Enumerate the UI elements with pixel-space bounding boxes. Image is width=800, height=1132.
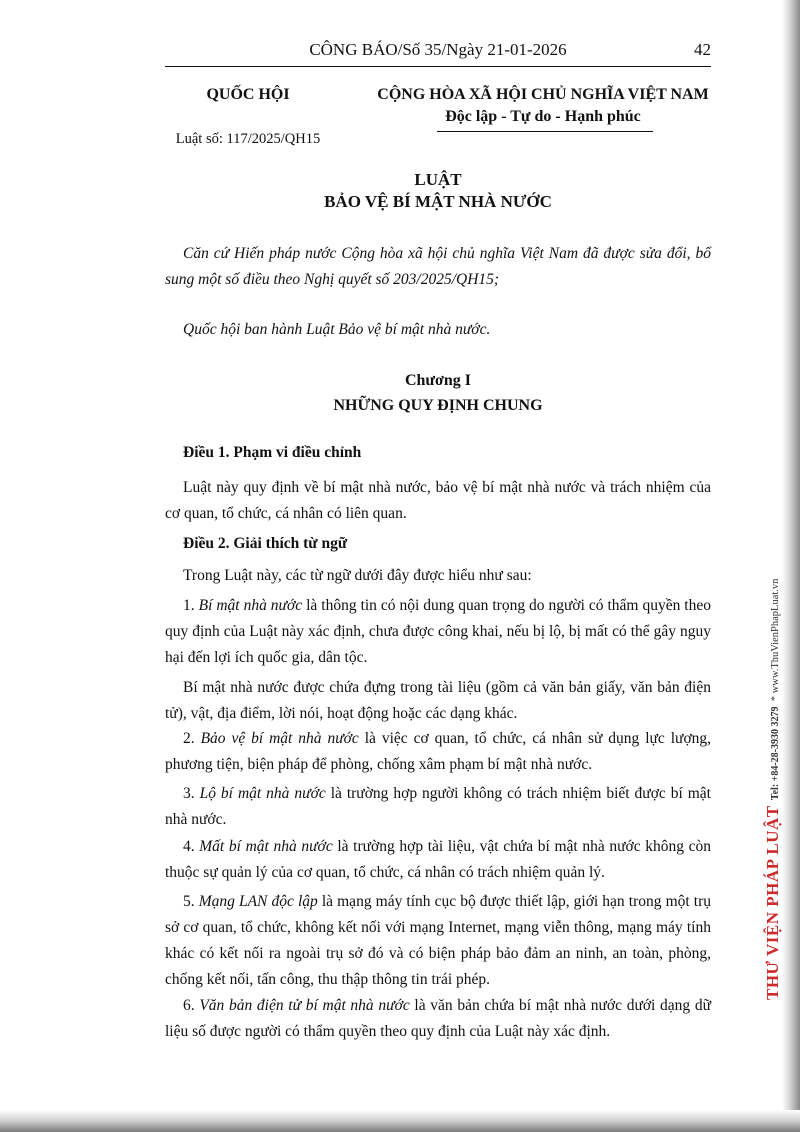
header-rule — [165, 66, 711, 67]
page-number: 42 — [694, 40, 711, 59]
article-2-intro: Trong Luật này, các từ ngữ dưới đây được hiểu như sau: — [183, 567, 532, 584]
definition-item: 1. Bí mật nhà nước là thông tin có nội dung quan trọng do người có thẩm quyền theo quy định của Luật này xác định, chưa được công khai, nếu bị lộ, bị mất có thể gây nguy hại đến lợi ích quốc gia, dân tộc. — [165, 597, 711, 666]
chapter-label: Chương I — [404, 372, 472, 389]
chapter-title: NHỮNG QUY ĐỊNH CHUNG — [333, 397, 543, 414]
page-bottom-edge-shadow — [0, 1110, 800, 1132]
definition-item: 6. Văn bản điện tử bí mật nhà nước là văn bản chứa bí mật nhà nước dưới dạng dữ liệu số được người có thẩm quyền theo quy định của Luật này xác định. — [165, 997, 712, 1040]
definition-item: 5. Mạng LAN độc lập là mạng máy tính cục bộ được thiết lập, giới hạn trong một trụ sở cơ quan, tổ chức, không kết nối với mạng Internet, mạng viễn thông, mạng máy tính khác có kết nối ra ngoài trụ sở đó và có biện pháp bảo đảm an ninh, an toàn, phòng, chống kết nối, tấn công, thu thập thông tin trái phép. — [165, 893, 711, 988]
motto-underline — [437, 131, 653, 132]
nation-motto: Độc lập - Tự do - Hạnh phúc — [445, 108, 641, 125]
law-number: Luật số: 117/2025/QH15 — [175, 131, 321, 147]
page-right-edge-shadow — [782, 0, 800, 1132]
watermark-tel: Tel: +84-28-3930 3279 — [770, 706, 781, 801]
law-kind: LUẬT — [414, 170, 462, 189]
article-2-title: Điều 2. Giải thích từ ngữ — [183, 535, 348, 552]
preamble-enact: Quốc hội ban hành Luật Bảo vệ bí mật nhà nước. — [183, 321, 491, 338]
definition-item: 4. Mất bí mật nhà nước là trường hợp tài liệu, vật chứa bí mật nhà nước không còn thuộc sự quản lý của cơ quan, tổ chức, cá nhân có trách nhiệm quản lý. — [165, 838, 711, 881]
law-name: BẢO VỆ BÍ MẬT NHÀ NƯỚC — [324, 192, 552, 211]
preamble-basis: Căn cứ Hiến pháp nước Cộng hòa xã hội chủ nghĩa Việt Nam đã được sửa đổi, bổ sung một số điều theo Nghị quyết số 203/2025/QH15; — [165, 245, 711, 288]
definition-item: Bí mật nhà nước được chứa đựng trong tài liệu (gồm cả văn bản giấy, văn bản điện tử), vật, địa điểm, lời nói, hoạt động hoặc các dạng khác. — [165, 679, 711, 722]
watermark-site: * www.ThuVienPhapLuat.vn — [770, 578, 781, 702]
article-1-text: Luật này quy định về bí mật nhà nước, bảo vệ bí mật nhà nước và trách nhiệm của cơ quan, tổ chức, cá nhân có liên quan. — [165, 479, 711, 522]
definition-item: 2. Bảo vệ bí mật nhà nước là việc cơ quan, tổ chức, cá nhân sử dụng lực lượng, phương tiện, biện pháp để phòng, chống xâm phạm bí mật nhà nước. — [165, 730, 712, 773]
issuer-name: QUỐC HỘI — [206, 86, 290, 103]
nation-name: CỘNG HÒA XÃ HỘI CHỦ NGHĨA VIỆT NAM — [377, 86, 709, 103]
page-header — [165, 40, 711, 62]
definition-item: 3. Lộ bí mật nhà nước là trường hợp người không có trách nhiệm biết được bí mật nhà nước. — [165, 785, 711, 828]
watermark-brand: THƯ VIỆN PHÁP LUẬT — [763, 805, 782, 1000]
watermark — [763, 579, 783, 1000]
article-1-title: Điều 1. Phạm vi điều chỉnh — [183, 444, 362, 461]
gazette-title: CÔNG BÁO/Số 35/Ngày 21-01-2026 — [309, 40, 567, 59]
